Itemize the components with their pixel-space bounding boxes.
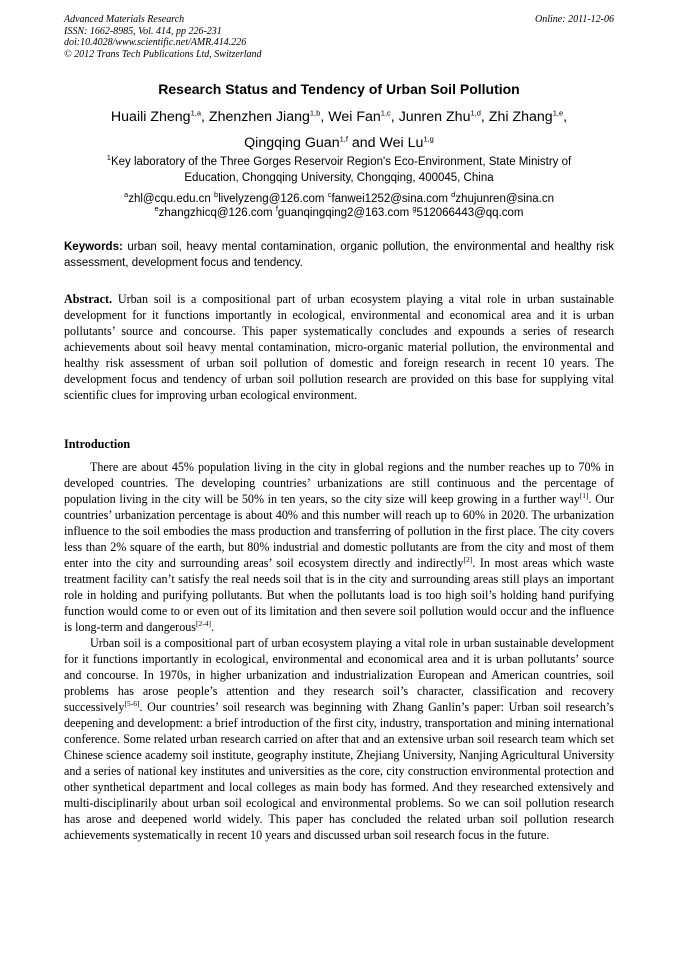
author-name: Wei Lu	[379, 135, 424, 151]
issn-line: ISSN: 1662-8985, Vol. 414, pp 226-231	[64, 25, 222, 37]
email-mark: c	[327, 190, 332, 200]
author-separator: ,	[563, 109, 568, 125]
author-separator: ,	[480, 109, 489, 125]
journal-name: Advanced Materials Research	[64, 14, 185, 25]
paragraph-text: There are about 45% population living in the city in global regions and the number reaches up to 70% in developed countries. The developing countries’ urbanizations are still continuous and the percentage of population living in the city will be 50% in ten years, so the city size will keep growing in a further way	[64, 460, 614, 506]
paragraph-text: . Our countries’ urbanization percentage is about 40% and this number will reach up to 60% in 2020. The urbanization influence to the soil embodies the mass production and transferring of pollution in the first place. The city covers less than 2% square of the earth, but 80% industrial and domestic pollutants are from the city and most of them enter into the city and surrounding areas’ soil ecosystem directly and indirectly	[64, 492, 615, 570]
affiliation	[80, 154, 598, 186]
email-address: guanqingqing2@163.com	[277, 206, 410, 219]
paragraph-text: . Our countries’ soil research was beginning with Zhang Ganlin’s paper: Urban soil research’s deepening and development: a brief introduction of the first city, industry, transportation and mining international conference. Some related urban research carried on after that and an extensive urban soil research team which set Chinese science academy soil institute, geography institute, Zhejiang University, Nanjing Agricultural University and a series of national key institutes and universities as the core, city construction environmental protection and other synthetical department and local colleges as main body has formed. And they researched extensively and multi-disciplinarily about urban soil ecological and environmental problems. So we can soil pollution research has arose and deepened world widely. This paper has concluded the related urban soil pollution research achievements systematically in recent 10 years and discussed urban soil research focus in the future.	[64, 700, 614, 842]
email-mark: a	[124, 190, 129, 200]
abstract-label: Abstract.	[64, 292, 113, 306]
author-separator: and	[347, 135, 380, 151]
email-address: zhangzhicq@126.com	[158, 206, 273, 219]
email-mark: g	[412, 203, 417, 213]
author-affiliation-mark: 1,d	[470, 108, 481, 118]
author-separator: ,	[320, 109, 329, 125]
email-address: zhujunren@sina.cn	[455, 193, 554, 205]
affiliation-text: Key laboratory of the Three Gorges Reservoir Region's Eco-Environment, State Ministry of Education, Chongqing University, Chongqing, 400045, China	[110, 156, 572, 184]
citation: [2-4]	[196, 618, 211, 628]
keywords-label: Keywords:	[64, 241, 123, 253]
citation: [1]	[579, 490, 589, 500]
email-address: fanwei1252@sina.com	[331, 193, 448, 205]
journal-header	[64, 14, 262, 60]
author-separator: ,	[390, 109, 399, 125]
author-name: Junren Zhu	[398, 109, 471, 125]
keywords	[64, 239, 614, 271]
email-address: livelyzeng@126.com	[218, 193, 325, 205]
email-address: 512066443@qq.com	[416, 206, 524, 219]
author-separator: ,	[201, 109, 209, 125]
affiliation-mark: 1	[106, 153, 111, 163]
author-list	[64, 104, 614, 156]
paper-title: Research Status and Tendency of Urban Soil Pollution	[158, 81, 520, 97]
author-affiliation-mark: 1,f	[339, 134, 348, 144]
email-address: zhl@cqu.edu.cn	[128, 193, 211, 205]
email-mark: e	[154, 203, 159, 213]
author-affiliation-mark: 1,b	[309, 108, 321, 118]
introduction-heading: Introduction	[64, 437, 131, 451]
citation: [5-6]	[124, 698, 140, 708]
copyright-line: © 2012 Trans Tech Publications Ltd, Switzerland	[64, 48, 262, 60]
citation: [2]	[463, 554, 473, 564]
author-affiliation-mark: 1,c	[380, 108, 391, 118]
introduction-body	[64, 459, 614, 843]
email-mark: d	[451, 190, 456, 200]
email-list	[64, 190, 614, 220]
introduction-paragraph-2	[64, 635, 614, 843]
author-name: Huaili Zheng	[110, 109, 191, 125]
paragraph-text: Urban soil is a compositional part of urban ecosystem playing a vital role in urban sustainable development for it functions importantly in ecological, environmental and economical area and it is urban pollutants’ source and concourse. In 1970s, in higher urbanization and industrialization European and American countries, soil problems has arose people’s attention and they research soil’s character, classification and recovery successively	[64, 636, 614, 714]
author-name: Wei Fan	[328, 109, 381, 125]
author-affiliation-mark: 1,g	[423, 134, 434, 144]
author-name: Zhi Zhang	[488, 109, 553, 125]
abstract	[64, 291, 614, 403]
email-line-2	[64, 203, 614, 221]
author-name: Qingqing Guan	[244, 135, 340, 151]
email-line-1	[64, 190, 614, 207]
email-mark: f	[275, 203, 278, 213]
paragraph-text: . In most areas which waste treatment facility can’t satisfy the real needs soil that is in the city and surrounding areas still plays an important role in holding and purifying pollutants. But when the pollutants load is too high soil’s holding hand purifying function would come to or even out of its limitation and then severe soil pollution would occur and the influence is long-term and dangerous	[64, 556, 614, 634]
abstract-text: Urban soil is a compositional part of urban ecosystem playing a vital role in urban sustainable development for it functions importantly in ecological, environmental and economical area and it is urban pollutants’ source and concourse. This paper systematically concludes and expounds a series of research achievements about soil heavy mental contamination, micro-organic material pollution, the environmental and healthy risk assessment of urban soil pollution of domestic and foreign research in recent 10 years. The development focus and tendency of urban soil pollution research are provided on this base for supplying vital scientific clues for improving urban ecological environment.	[64, 292, 614, 402]
email-mark: b	[214, 190, 219, 200]
introduction-paragraph-1	[64, 459, 614, 635]
author-name: Zhenzhen Jiang	[208, 109, 310, 125]
keywords-text: urban soil, heavy mental contamination, organic pollution, the environmental and healthy risk assessment, development focus and tendency.	[64, 241, 614, 269]
author-affiliation-mark: 1,a	[190, 108, 202, 118]
online-date: Online: 2011-12-06	[535, 14, 614, 25]
paragraph-text: .	[211, 620, 215, 634]
author-affiliation-mark: 1,e	[552, 108, 564, 118]
doi-line: doi:10.4028/www.scientific.net/AMR.414.226	[64, 37, 247, 49]
